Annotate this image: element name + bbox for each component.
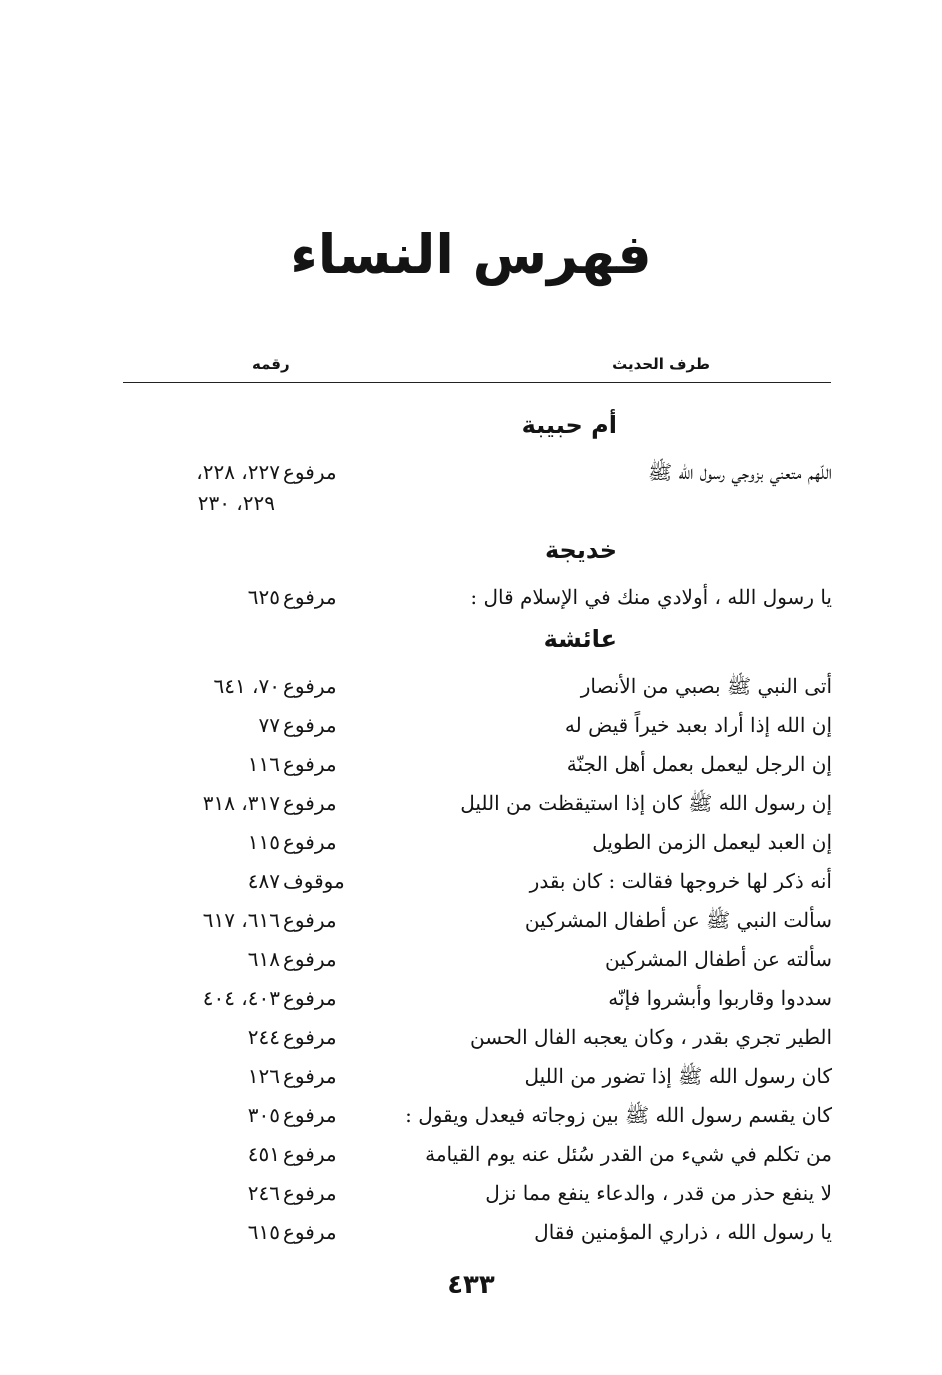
hadith-number: ٧٧ xyxy=(258,713,280,737)
hadith-number: ٢٢٧، ٢٢٨، xyxy=(196,460,280,484)
hadith-text: إن الرجل ليعمل بعمل أهل الجنّة xyxy=(566,752,832,776)
column-header-hadith: طرف الحديث xyxy=(612,355,710,373)
hadith-number-continued: ٢٢٩، ٢٣٠ xyxy=(197,491,275,515)
index-row xyxy=(120,706,832,744)
index-row xyxy=(120,578,832,616)
hadith-status: مرفوع xyxy=(283,1103,337,1127)
hadith-number: ٤٥١ xyxy=(247,1142,280,1166)
hadith-status: مرفوع xyxy=(283,947,337,971)
hadith-status: مرفوع xyxy=(283,1220,337,1244)
index-row xyxy=(120,1096,832,1134)
index-row xyxy=(120,667,832,705)
index-row xyxy=(120,784,832,822)
index-row xyxy=(120,745,832,783)
hadith-text: أنه ذكر لها خروجها فقالت : كان بقدر xyxy=(529,869,832,893)
hadith-number: ٦١٥ xyxy=(247,1220,280,1244)
hadith-status: مرفوع xyxy=(283,791,337,815)
hadith-status: مرفوع xyxy=(283,585,337,609)
hadith-status: مرفوع xyxy=(283,908,337,932)
hadith-number: ٢٤٦ xyxy=(247,1181,280,1205)
hadith-text: يا رسول الله ، أولادي منك في الإسلام قال : xyxy=(470,585,832,609)
hadith-status: مرفوع xyxy=(283,460,337,484)
index-row xyxy=(120,862,832,900)
index-row xyxy=(120,901,832,939)
index-row xyxy=(120,979,832,1017)
index-row xyxy=(120,1018,832,1056)
hadith-status: موقوف xyxy=(283,869,345,893)
hadith-text: سددوا وقاربوا وأبشروا فإنّه xyxy=(608,986,832,1010)
section-heading-khadija: خديجة xyxy=(544,536,617,564)
hadith-number: ٣١٧، ٣١٨ xyxy=(202,791,280,815)
hadith-number: ٧٠، ٦٤١ xyxy=(213,674,280,698)
hadith-number: ٦٢٥ xyxy=(247,585,280,609)
section-heading-aisha: عائشة xyxy=(543,625,617,653)
hadith-status: مرفوع xyxy=(283,1025,337,1049)
hadith-text: لا ينفع حذر من قدر ، والدعاء ينفع مما نزل xyxy=(485,1181,832,1205)
index-row xyxy=(120,1057,832,1095)
index-row xyxy=(120,823,832,861)
hadith-number: ٢٤٤ xyxy=(247,1025,280,1049)
hadith-text: إن رسول الله ﷺ كان إذا استيقظت من الليل xyxy=(460,791,832,815)
hadith-status: مرفوع xyxy=(283,752,337,776)
hadith-text: من تكلم في شيء من القدر سُئل عنه يوم القيامة xyxy=(425,1142,832,1166)
hadith-text: أتى النبي ﷺ بصبي من الأنصار xyxy=(580,674,832,698)
hadith-status: مرفوع xyxy=(283,713,337,737)
hadith-text: اللّهم متعني بزوجي رسول الله ﷺ xyxy=(647,460,832,484)
hadith-number: ٤٨٧ xyxy=(247,869,280,893)
hadith-status: مرفوع xyxy=(283,674,337,698)
hadith-text: سألته عن أطفال المشركين xyxy=(604,947,832,971)
index-row xyxy=(120,940,832,978)
hadith-number: ١١٦ xyxy=(247,752,280,776)
hadith-number: ٦١٦، ٦١٧ xyxy=(202,908,280,932)
page-number: ٤٣٣ xyxy=(447,1270,495,1300)
hadith-text: كان رسول الله ﷺ إذا تضور من الليل xyxy=(524,1064,832,1088)
hadith-status: مرفوع xyxy=(283,1064,337,1088)
index-row xyxy=(120,1135,832,1173)
hadith-number: ٣٠٥ xyxy=(247,1103,280,1127)
hadith-number: ١١٥ xyxy=(247,830,280,854)
hadith-text: كان يقسم رسول الله ﷺ بين زوجاته فيعدل ويقول : xyxy=(405,1103,832,1127)
section-heading-umm-habiba: أم حبيبة xyxy=(521,411,617,439)
hadith-text: يا رسول الله ، ذراري المؤمنين فقال xyxy=(534,1220,832,1244)
hadith-text: إن العبد ليعمل الزمن الطويل xyxy=(592,830,832,854)
index-row xyxy=(120,1174,832,1212)
header-rule xyxy=(123,382,831,383)
index-row xyxy=(120,1213,832,1251)
hadith-number: ٤٠٣، ٤٠٤ xyxy=(202,986,280,1010)
hadith-text: الطير تجري بقدر ، وكان يعجبه الفال الحسن xyxy=(470,1025,832,1049)
hadith-status: مرفوع xyxy=(283,830,337,854)
hadith-status: مرفوع xyxy=(283,1142,337,1166)
hadith-number: ٦١٨ xyxy=(247,947,280,971)
hadith-number: ١٢٦ xyxy=(247,1064,280,1088)
column-header-number: رقمه xyxy=(252,355,290,373)
hadith-status: مرفوع xyxy=(283,1181,337,1205)
hadith-status: مرفوع xyxy=(283,986,337,1010)
hadith-text: إن الله إذا أراد بعبد خيراً قيض له xyxy=(564,713,832,737)
hadith-text: سألت النبي ﷺ عن أطفال المشركين xyxy=(524,908,832,932)
page-title: فهرس النساء xyxy=(290,223,652,286)
